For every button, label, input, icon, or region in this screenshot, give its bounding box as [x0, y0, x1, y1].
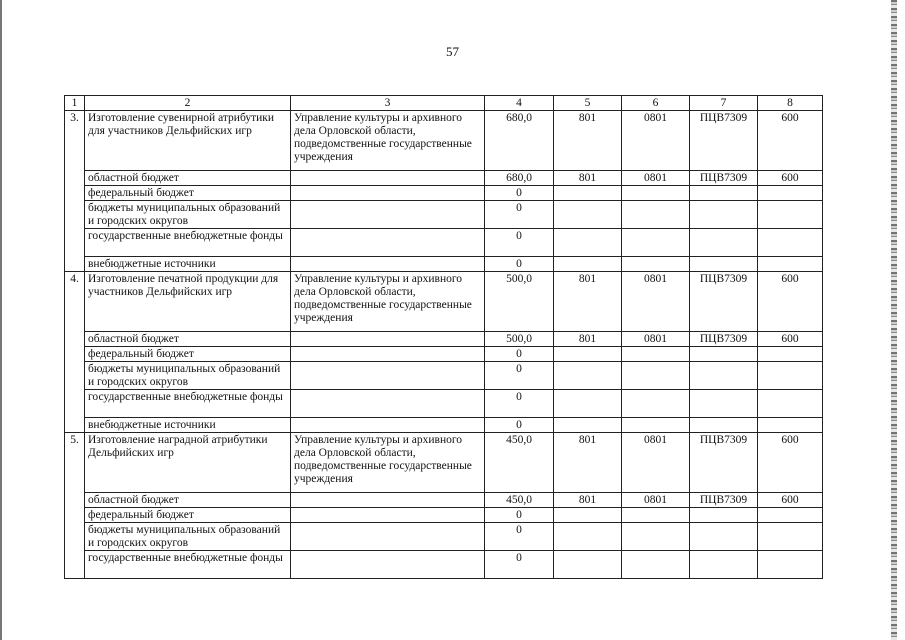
table-row — [65, 362, 823, 390]
header-row — [65, 96, 823, 111]
table-row — [65, 272, 823, 332]
table-row — [65, 186, 823, 201]
table-row — [65, 390, 823, 418]
code-cell: 0801 — [622, 171, 690, 186]
item-agency: Управление культуры и архивного дела Орловской области, подведомственные государственные учреждения — [291, 272, 485, 332]
col-header: 8 — [758, 96, 823, 111]
source-label: государственные внебюджетные фонды — [85, 551, 291, 579]
item-agency: Управление культуры и архивного дела Орловской области, подведомственные государственные учреждения — [291, 111, 485, 171]
amount: 0 — [485, 229, 554, 257]
code-cell: 0801 — [622, 111, 690, 171]
table-row — [65, 111, 823, 171]
code-cell: 600 — [758, 493, 823, 508]
source-label: областной бюджет — [85, 493, 291, 508]
code-cell: ПЦВ7309 — [690, 493, 758, 508]
code-cell: 0801 — [622, 272, 690, 332]
code-cell: 801 — [554, 332, 622, 347]
source-label: федеральный бюджет — [85, 186, 291, 201]
amount: 0 — [485, 362, 554, 390]
source-label: федеральный бюджет — [85, 347, 291, 362]
amount: 0 — [485, 201, 554, 229]
amount: 500,0 — [485, 272, 554, 332]
col-header: 7 — [690, 96, 758, 111]
table-row — [65, 201, 823, 229]
code-cell: 600 — [758, 332, 823, 347]
item-title: Изготовление наградной атрибутики Дельфийских игр — [85, 433, 291, 493]
amount: 0 — [485, 551, 554, 579]
table-row — [65, 418, 823, 433]
code-cell: ПЦВ7309 — [690, 171, 758, 186]
amount: 0 — [485, 523, 554, 551]
table-row — [65, 347, 823, 362]
table-row — [65, 523, 823, 551]
amount: 680,0 — [485, 171, 554, 186]
item-agency: Управление культуры и архивного дела Орловской области, подведомственные государственные учреждения — [291, 433, 485, 493]
table-row — [65, 332, 823, 347]
table-row — [65, 493, 823, 508]
code-cell: 801 — [554, 272, 622, 332]
code-cell: 0801 — [622, 332, 690, 347]
source-label: федеральный бюджет — [85, 508, 291, 523]
col-header: 3 — [291, 96, 485, 111]
source-label: внебюджетные источники — [85, 257, 291, 272]
amount: 500,0 — [485, 332, 554, 347]
amount: 450,0 — [485, 433, 554, 493]
code-cell: ПЦВ7309 — [690, 272, 758, 332]
code-cell: ПЦВ7309 — [690, 111, 758, 171]
source-label: государственные внебюджетные фонды — [85, 390, 291, 418]
col-header: 1 — [65, 96, 85, 111]
table-row — [65, 171, 823, 186]
col-header: 2 — [85, 96, 291, 111]
scan-edge-right — [891, 0, 897, 640]
table-row — [65, 257, 823, 272]
code-cell: 0801 — [622, 433, 690, 493]
source-label: бюджеты муниципальных образований и городских округов — [85, 523, 291, 551]
item-number: 3. — [65, 111, 85, 272]
code-cell: ПЦВ7309 — [690, 332, 758, 347]
col-header: 6 — [622, 96, 690, 111]
item-title: Изготовление сувенирной атрибутики для участников Дельфийских игр — [85, 111, 291, 171]
budget-table — [64, 95, 823, 579]
amount: 0 — [485, 418, 554, 433]
source-label: областной бюджет — [85, 332, 291, 347]
source-label: бюджеты муниципальных образований и городских округов — [85, 201, 291, 229]
table-row — [65, 551, 823, 579]
amount: 680,0 — [485, 111, 554, 171]
code-cell: 801 — [554, 111, 622, 171]
code-cell: 801 — [554, 493, 622, 508]
amount: 0 — [485, 508, 554, 523]
col-header: 4 — [485, 96, 554, 111]
source-label: бюджеты муниципальных образований и городских округов — [85, 362, 291, 390]
table-row — [65, 433, 823, 493]
code-cell: 801 — [554, 171, 622, 186]
table-row — [65, 508, 823, 523]
code-cell: 600 — [758, 171, 823, 186]
page-number: 57 — [446, 44, 459, 59]
col-header: 5 — [554, 96, 622, 111]
scan-edge-left — [0, 0, 2, 640]
table-row — [65, 229, 823, 257]
item-number: 5. — [65, 433, 85, 579]
code-cell: 0801 — [622, 493, 690, 508]
source-label: внебюджетные источники — [85, 418, 291, 433]
amount: 0 — [485, 257, 554, 272]
code-cell: ПЦВ7309 — [690, 433, 758, 493]
amount: 0 — [485, 186, 554, 201]
code-cell: 600 — [758, 272, 823, 332]
amount: 0 — [485, 390, 554, 418]
code-cell: 600 — [758, 111, 823, 171]
item-number: 4. — [65, 272, 85, 433]
source-label: областной бюджет — [85, 171, 291, 186]
code-cell: 801 — [554, 433, 622, 493]
amount: 0 — [485, 347, 554, 362]
source-label: государственные внебюджетные фонды — [85, 229, 291, 257]
amount: 450,0 — [485, 493, 554, 508]
code-cell: 600 — [758, 433, 823, 493]
item-title: Изготовление печатной продукции для участников Дельфийских игр — [85, 272, 291, 332]
